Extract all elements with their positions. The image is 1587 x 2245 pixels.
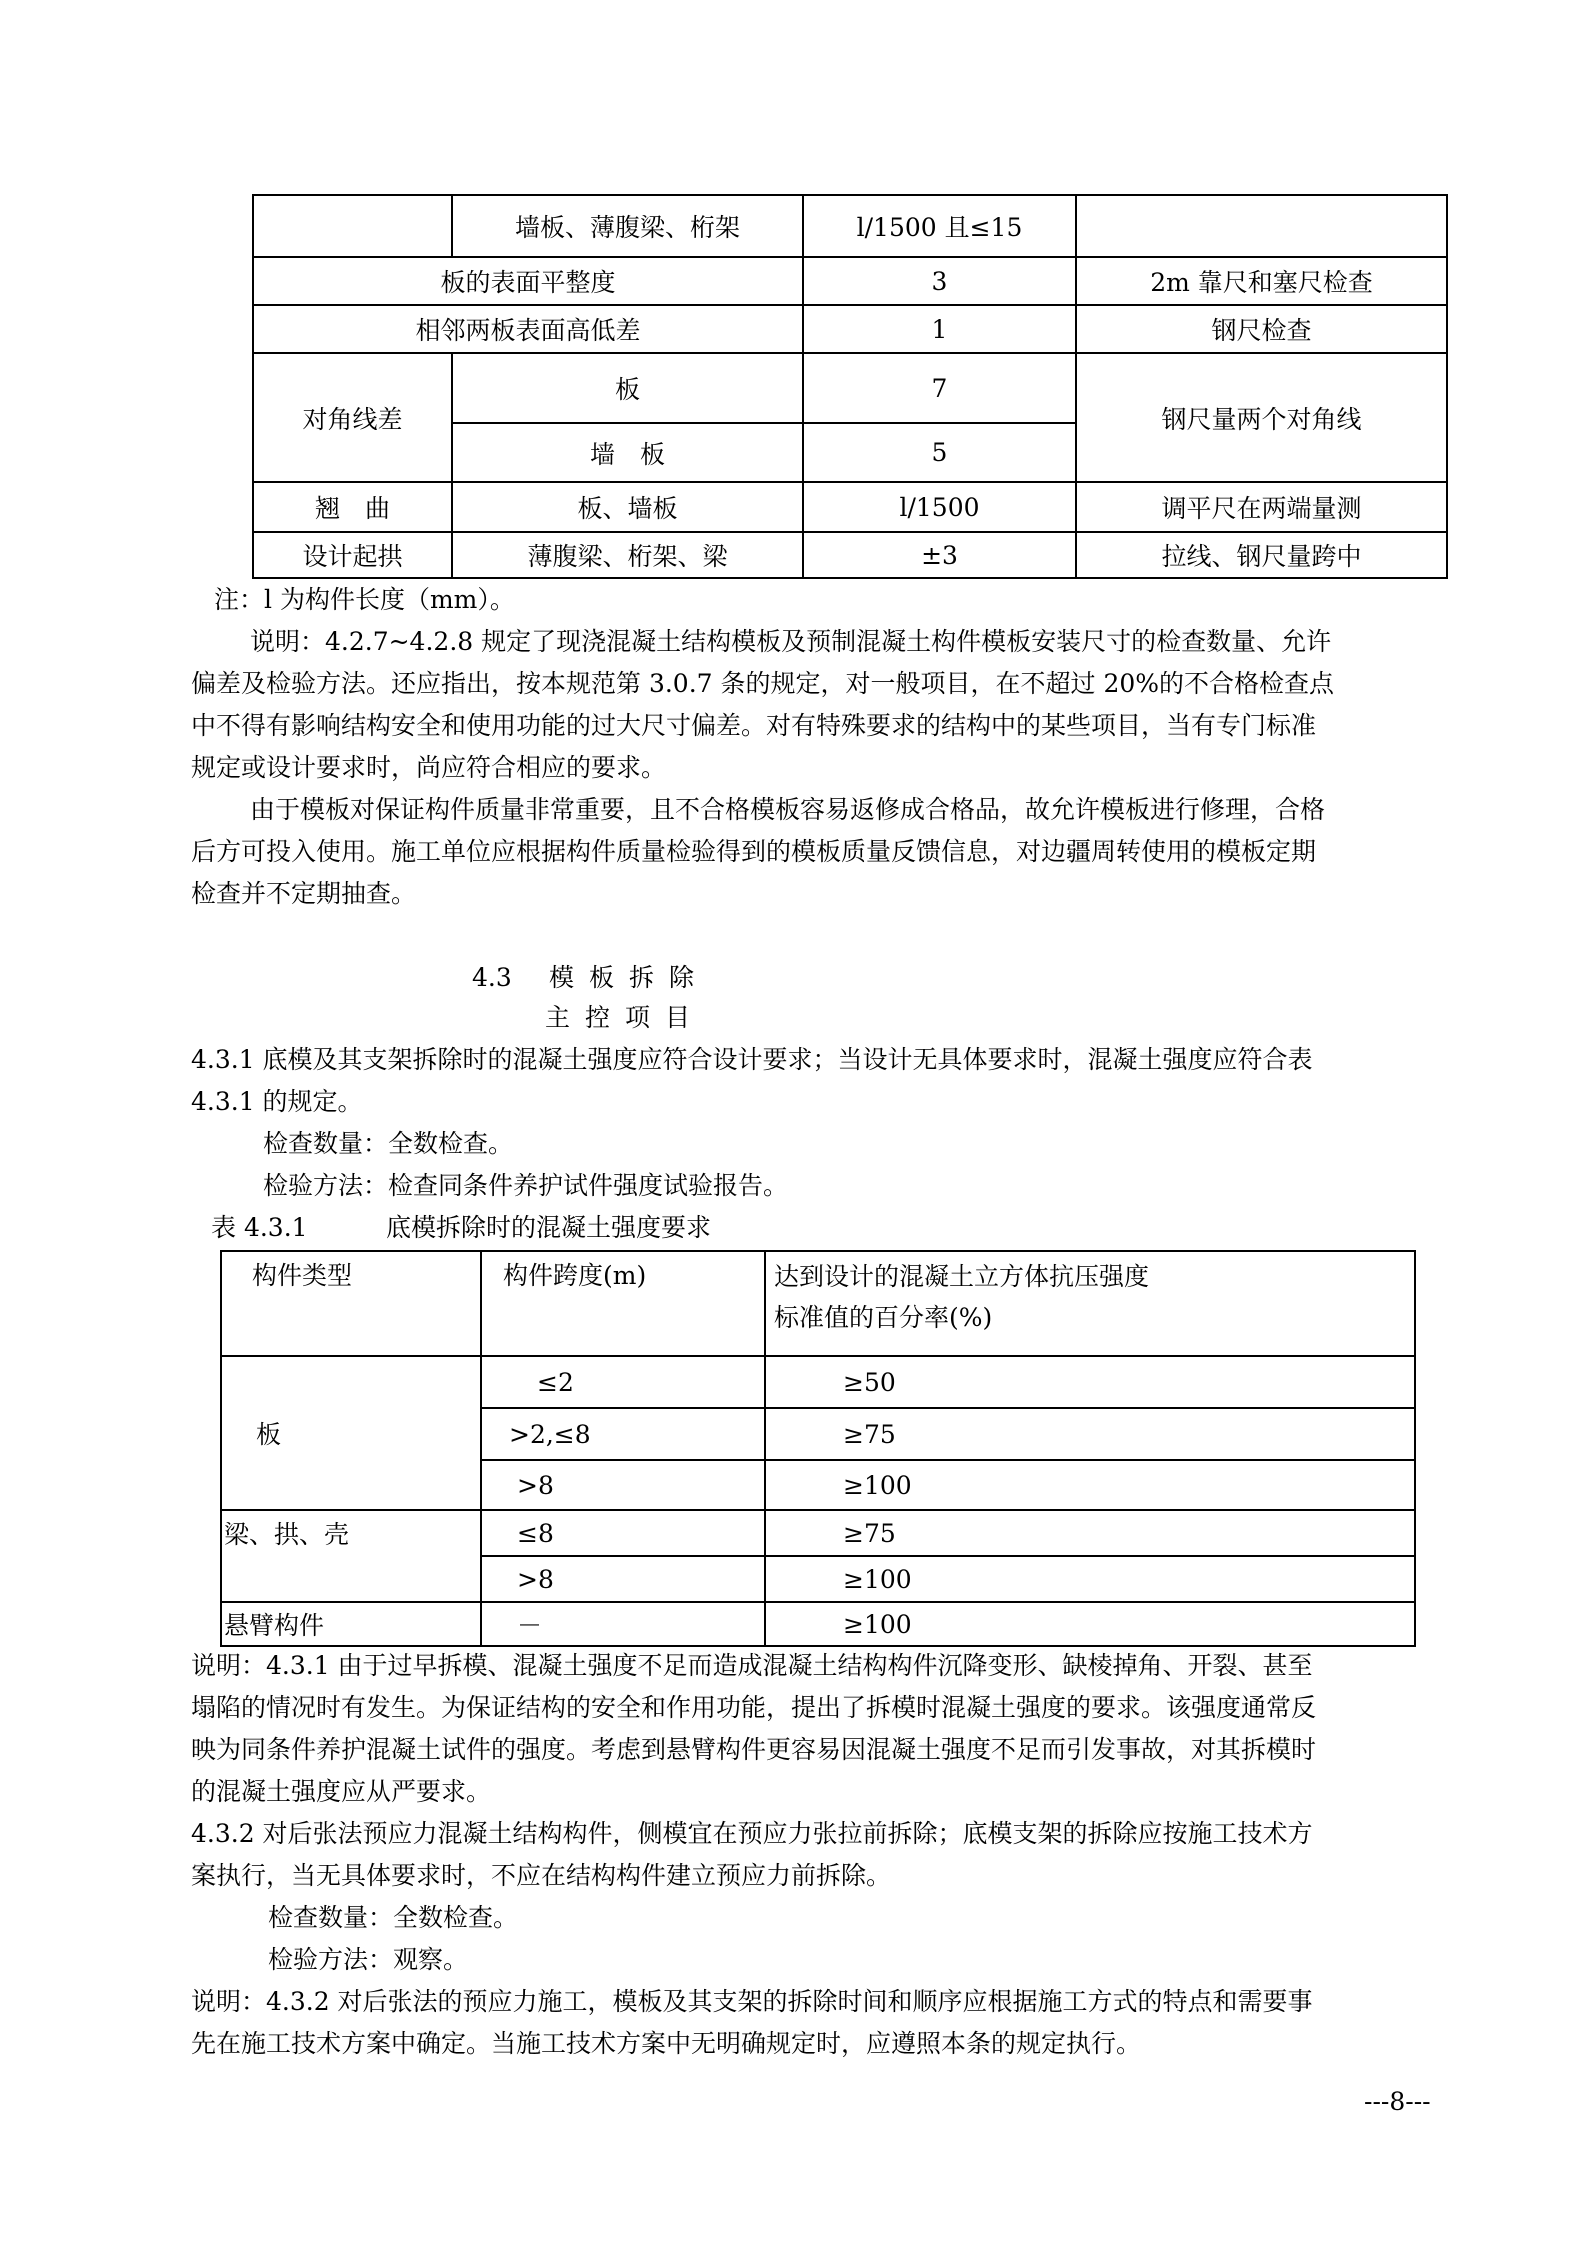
table-cell: 墙板、薄腹梁、桁架 (452, 195, 803, 257)
table-cell: l/1500 (803, 482, 1076, 532)
table-cell: ≤2 (481, 1356, 765, 1408)
table-cell: >8 (481, 1556, 765, 1602)
table-cell: － (481, 1602, 765, 1646)
paragraph-line: 说明：4.3.1 由于过早拆模、混凝土强度不足而造成混凝土结构构件沉降变形、缺棱掉角、开裂、甚至 (191, 1651, 1313, 1680)
paragraph-line: 偏差及检验方法。还应指出，按本规范第 3.0.7 条的规定，对一般项目，在不超过 20%的不合格检查点 (191, 669, 1335, 698)
table-cell: ≥75 (765, 1510, 1415, 1556)
table-caption-title: 底模拆除时的混凝土强度要求 (386, 1213, 712, 1242)
table-cell: 翘 曲 (253, 482, 452, 532)
table-header-row (221, 1251, 1415, 1356)
table-cell: ≤8 (481, 1510, 765, 1556)
paragraph-line: 中不得有影响结构安全和使用功能的过大尺寸偏差。对有特殊要求的结构中的某些项目，当有专门标准 (191, 711, 1317, 740)
paragraph-line: 由于模板对保证构件质量非常重要，且不合格模板容易返修成合格品，故允许模板进行修理，合格 (250, 795, 1326, 824)
table-row (221, 1356, 1415, 1408)
table-cell: >2,≤8 (481, 1408, 765, 1460)
table-row (253, 257, 1447, 305)
table-cell: ≥100 (765, 1460, 1415, 1510)
table-cell: 设计起拱 (253, 532, 452, 578)
table-row (221, 1602, 1415, 1646)
table-caption-number: 表 4.3.1 (211, 1213, 308, 1242)
header-cell: 构件类型 (221, 1251, 481, 1356)
table-cell: 墙 板 (452, 423, 803, 482)
table-cell: l/1500 且≤15 (803, 195, 1076, 257)
paragraph-line: 说明：4.3.2 对后张法的预应力施工，模板及其支架的拆除时间和顺序应根据施工方式的特点和需要事 (191, 1987, 1313, 2016)
table-cell: 钢尺检查 (1076, 305, 1447, 353)
table-cell: 钢尺量两个对角线 (1076, 353, 1447, 482)
paragraph-line: 检查并不定期抽查。 (191, 879, 417, 908)
table-cell: 薄腹梁、桁架、梁 (452, 532, 803, 578)
clause-text: 4.3.2 对后张法预应力混凝土结构构件，侧模宜在预应力张拉前拆除；底模支架的拆除应按施工技术方 (191, 1819, 1313, 1848)
strength-table (220, 1250, 1416, 1647)
table-row (253, 305, 1447, 353)
table-cell: 梁、拱、壳 (221, 1510, 481, 1602)
paragraph-line: 塌陷的情况时有发生。为保证结构的安全和作用功能，提出了拆模时混凝土强度的要求。该强度通常反 (191, 1693, 1317, 1722)
section-number: 4.3 (472, 963, 512, 992)
paragraph-line: 后方可投入使用。施工单位应根据构件质量检验得到的模板质量反馈信息，对边疆周转使用的模板定期 (191, 837, 1317, 866)
table-row (253, 195, 1447, 257)
table-cell: 2m 靠尺和塞尺检查 (1076, 257, 1447, 305)
section-title: 模板拆除 (549, 963, 710, 992)
table-cell: ≥75 (765, 1408, 1415, 1460)
table-row (253, 532, 1447, 578)
table-cell: ≥50 (765, 1356, 1415, 1408)
table-cell: 7 (803, 353, 1076, 423)
paragraph-line: 先在施工技术方案中确定。当施工技术方案中无明确规定时，应遵照本条的规定执行。 (191, 2029, 1142, 2058)
check-quantity: 检查数量：全数检查。 (263, 1129, 514, 1158)
table-cell: 5 (803, 423, 1076, 482)
table-cell: 对角线差 (253, 353, 452, 482)
check-method: 检验方法：检查同条件养护试件强度试验报告。 (263, 1171, 789, 1200)
header-cell: 达到设计的混凝土立方体抗压强度 标准值的百分率(%) (765, 1251, 1415, 1356)
deviation-table (252, 194, 1448, 579)
table-row (253, 353, 1447, 423)
page-number: ---8--- (1364, 2087, 1431, 2116)
paragraph-line: 说明：4.2.7~4.2.8 规定了现浇混凝土结构模板及预制混凝土构件模板安装尺寸的检查数量、允许 (250, 627, 1332, 656)
paragraph-line: 规定或设计要求时，尚应符合相应的要求。 (191, 753, 667, 782)
table-cell: 板的表面平整度 (253, 257, 803, 305)
table-cell: 调平尺在两端量测 (1076, 482, 1447, 532)
paragraph-line: 映为同条件养护混凝土试件的强度。考虑到悬臂构件更容易因混凝土强度不足而引发事故，对其拆模时 (191, 1735, 1317, 1764)
table-cell: 板 (221, 1356, 481, 1510)
table-row (253, 482, 1447, 532)
table-cell: 拉线、钢尺量跨中 (1076, 532, 1447, 578)
table-cell: ±3 (803, 532, 1076, 578)
table-cell: 板 (452, 353, 803, 423)
paragraph-line: 的混凝土强度应从严要求。 (191, 1777, 492, 1806)
table-cell: ≥100 (765, 1556, 1415, 1602)
table-row (221, 1510, 1415, 1556)
table-cell: 悬臂构件 (221, 1602, 481, 1646)
table-note: 注：l 为构件长度（mm）。 (214, 585, 515, 614)
section-subtitle: 主控项目 (545, 1003, 706, 1032)
table-cell: ≥100 (765, 1602, 1415, 1646)
clause-text: 4.3.1 的规定。 (191, 1087, 363, 1116)
clause-text: 案执行，当无具体要求时，不应在结构构件建立预应力前拆除。 (191, 1861, 892, 1890)
clause-text: 4.3.1 底模及其支架拆除时的混凝土强度应符合设计要求；当设计无具体要求时，混凝土强度应符合表 (191, 1045, 1313, 1074)
check-quantity: 检查数量：全数检查。 (268, 1903, 519, 1932)
table-cell: 相邻两板表面高低差 (253, 305, 803, 353)
table-cell: 板、墙板 (452, 482, 803, 532)
table-cell: 3 (803, 257, 1076, 305)
table-cell: >8 (481, 1460, 765, 1510)
header-cell: 构件跨度(m) (481, 1251, 765, 1356)
check-method: 检验方法：观察。 (268, 1945, 469, 1974)
table-cell: 1 (803, 305, 1076, 353)
